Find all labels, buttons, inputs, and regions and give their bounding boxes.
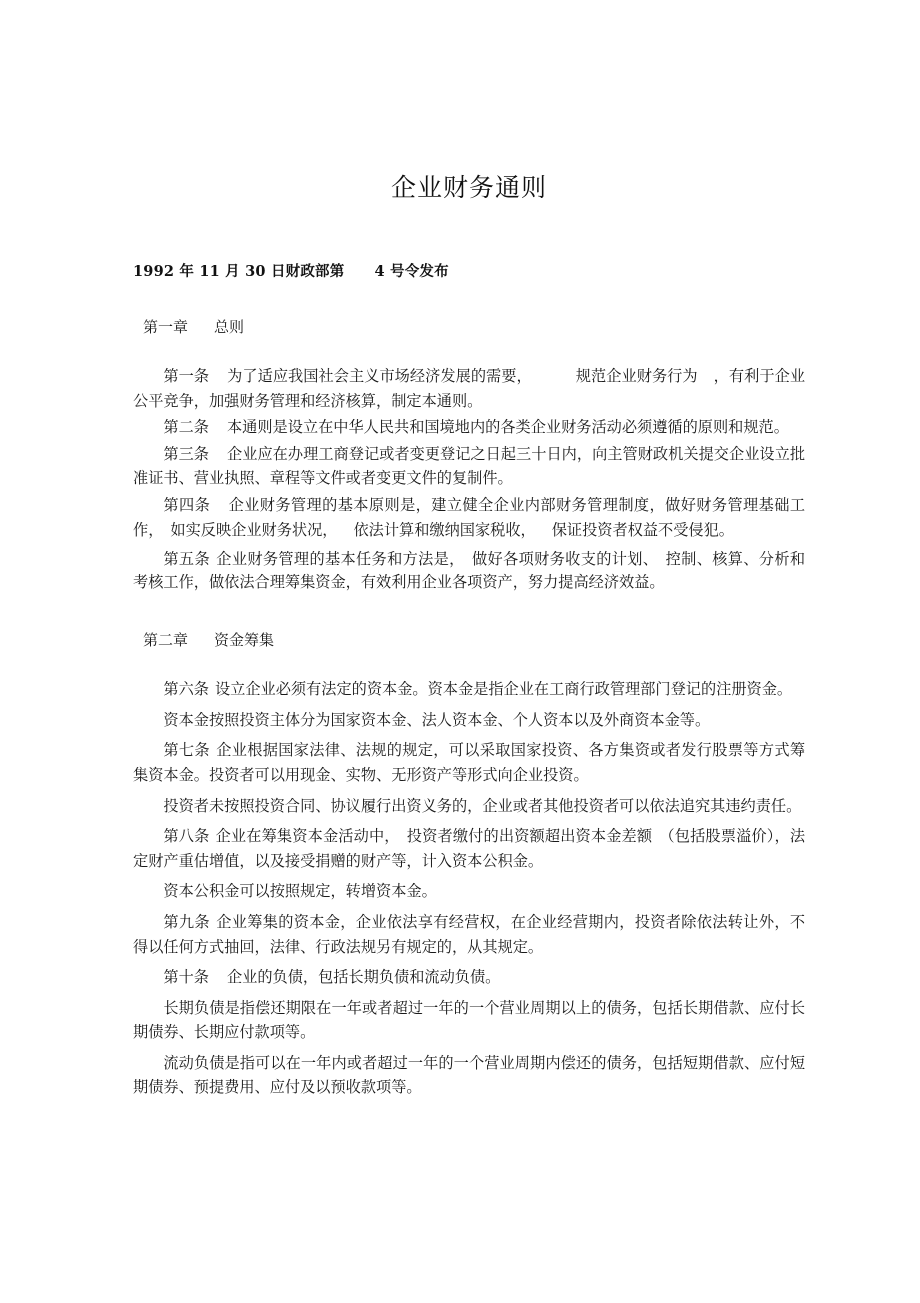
page-title: 企业财务通则	[390, 173, 547, 202]
article-3	[133, 440, 805, 491]
issue-date-line	[133, 204, 805, 282]
article-8-seg1: 企业在筹集资本金活动中，	[215, 827, 400, 846]
article-6-label: 第六条	[163, 680, 209, 699]
article-2	[133, 413, 805, 440]
article-4-seg4: 保证投资者权益不受侵犯。	[551, 520, 734, 539]
article-8-label: 第八条	[163, 827, 210, 846]
article-6-text: 设立企业必须有法定的资本金。资本金是指企业在工商行政管理部门登记的注册资金。	[214, 680, 793, 699]
article-5-seg1: 企业财务管理的基本任务和方法是，	[215, 550, 465, 569]
chapter-2-name: 资金筹集	[214, 631, 275, 650]
article-8-paragraph-2: 资本公积金可以按照规定，转增资本金。	[163, 882, 437, 901]
article-1-seg2: 规范企业财务行为	[575, 367, 698, 385]
article-5-seg2: 做好各项财务收支的计划、	[471, 550, 659, 569]
article-1	[133, 338, 805, 413]
article-9-text: 企业筹集的资本金，企业依法享有经营权，在企业经营期内，投资者除依法转让外，不得以任何方式抽回，法律、行政法规另有规定的，从其规定。	[133, 912, 806, 956]
chapter-1-number: 第一章	[143, 318, 189, 336]
chapter-heading-1	[133, 282, 805, 338]
article-2-text: 本通则是设立在中华人民共和国境地内的各类企业财务活动必须遵循的原则和规范。	[226, 418, 789, 437]
article-4-seg1: 企业财务管理的基本原则是，建立健全企业内部财务管理制度，做好财务管理基础工作，	[133, 495, 806, 539]
article-3-label: 第三条	[163, 444, 210, 463]
article-10-text: 企业的负债，包括长期负债和流动负债。	[226, 968, 501, 987]
article-4	[133, 491, 805, 542]
article-2-label: 第二条	[163, 418, 209, 437]
chapter-1-name: 总则	[214, 318, 245, 336]
chapter-2-number: 第二章	[143, 631, 189, 650]
article-7	[133, 732, 805, 787]
article-5-seg3: 控制、核算、分析和考核工作，做依法合理筹集资金，有效利用企业各项资产，努力提高经济效益。	[133, 550, 806, 591]
article-8-seg2: 投资者缴付的出资额超出资本金差额	[406, 827, 653, 846]
issue-date-suffix: 号令发布	[390, 263, 449, 280]
article-8	[133, 818, 805, 873]
issue-decree-number: 4	[374, 263, 385, 280]
article-4-label: 第四条	[163, 495, 211, 514]
article-10-label: 第十条	[163, 968, 209, 987]
article-10-paragraph-3: 流动负债是指可以在一年内或者超过一年的一个营业周期内偿还的债务，包括短期借款、应付短期债券、预提费用、应付及以预收款项等。	[133, 1053, 805, 1097]
article-6-paragraph-2: 资本金按照投资主体分为国家资本金、法人资本金、个人资本以及外商资本金等。	[163, 710, 711, 729]
article-6	[133, 651, 805, 702]
document-body	[133, 0, 805, 1100]
article-7-label: 第七条	[163, 741, 210, 760]
chapter-heading-2	[133, 593, 805, 651]
article-9	[133, 904, 805, 959]
article-1-seg1: 为了适应我国社会主义市场经济发展的需要，	[227, 367, 532, 385]
article-10-paragraph-2: 长期负债是指偿还期限在一年或者超过一年的一个营业周期以上的债务，包括长期借款、应付长期债券、长期应付款项等。	[133, 998, 805, 1042]
article-5-label: 第五条	[163, 550, 210, 569]
article-4-seg2: 如实反映企业财务状况，	[170, 520, 338, 539]
article-8-seg3: （包括股票溢价），法定财产重估增值，以及接受捐赠的财产等，计入资本公积金。	[133, 827, 806, 870]
article-5	[133, 542, 805, 593]
article-7-text: 企业根据国家法律、法规的规定，可以采取国家投资、各方集资或者发行股票等方式筹集资本金。投资者可以用现金、实物、无形资产等形式向企业投资。	[133, 741, 806, 784]
issue-date-prefix: 1992 年 11 月 30 日财政部第	[133, 263, 345, 280]
article-7-paragraph-2: 投资者未按照投资合同、协议履行出资义务的，企业或者其他投资者可以依法追究其违约责任。	[163, 796, 802, 815]
article-4-seg3: 依法计算和缴纳国家税收，	[353, 520, 536, 539]
article-3-text: 企业应在办理工商登记或者变更登记之日起三十日内，向主管财政机关提交企业设立批准证书、营业执照、章程等文件或者变更文件的复制件。	[133, 444, 806, 488]
article-10	[133, 959, 805, 990]
article-1-seg3: ，有利于企业公平竞争，加强财务管理和经济核算，制定本通则。	[133, 367, 806, 410]
article-9-label: 第九条	[163, 912, 210, 931]
article-1-label: 第一条	[163, 367, 210, 385]
